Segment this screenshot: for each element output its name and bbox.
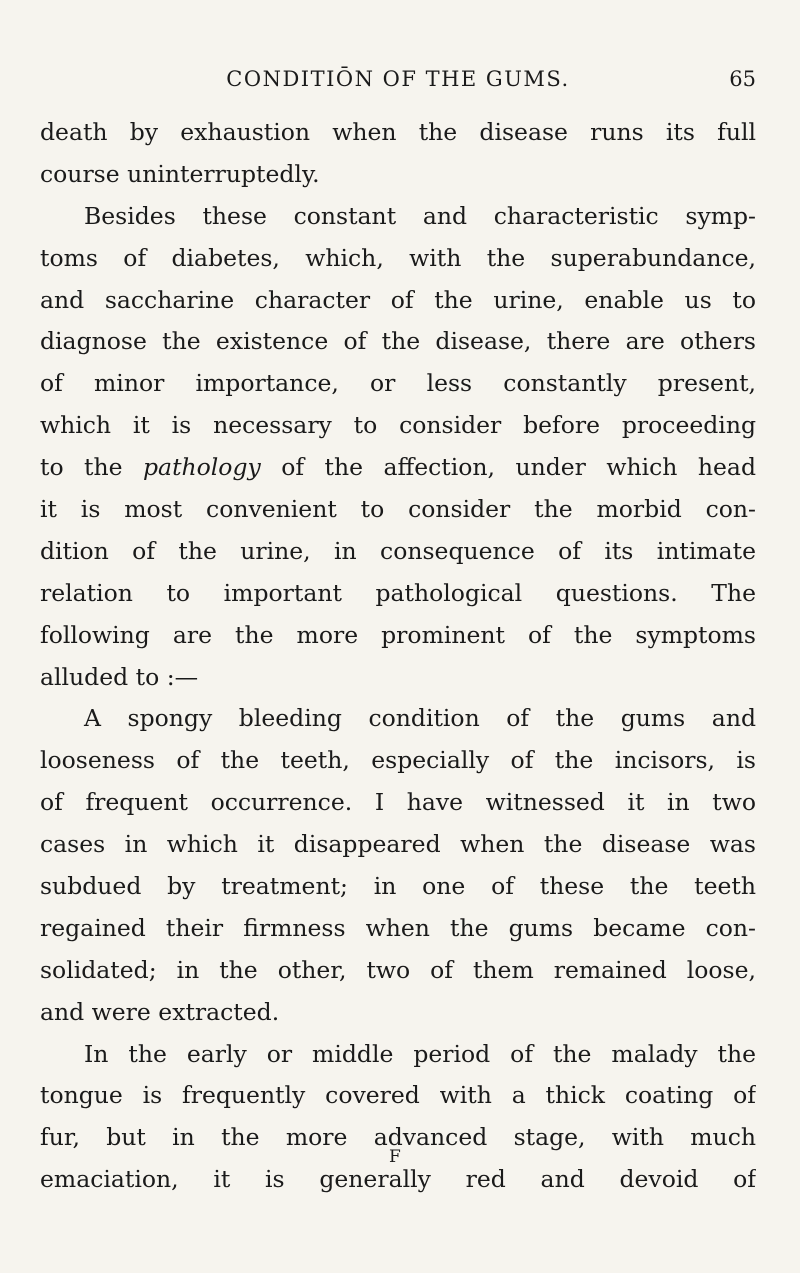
text-line: cases in which it disappeared when the disease was <box>40 830 756 859</box>
text-line: alluded to :— <box>40 662 199 691</box>
text-line: of minor importance, or less constantly present, <box>40 369 756 398</box>
page-number: 65 <box>729 67 756 91</box>
text-line: solidated; in the other, two of them remained loose, <box>40 955 756 984</box>
text-line: of frequent occurrence. I have witnessed it in two <box>40 788 756 817</box>
text-line: death by exhaustion when the disease runs its full <box>40 118 756 146</box>
text-line: subdued by treatment; in one of these the teeth <box>40 872 756 901</box>
text-line: and were extracted. <box>40 997 280 1026</box>
text-line: which it is necessary to consider before proceeding <box>40 411 756 440</box>
text-line: following are the more prominent of the symptoms <box>40 620 756 649</box>
body-text <box>40 112 756 1201</box>
text-line: tongue is frequently covered with a thick coating of <box>40 1081 756 1110</box>
text-line: A spongy bleeding condition of the gums and <box>84 704 756 733</box>
text-line: relation to important pathological questions. The <box>40 578 756 607</box>
text-line: it is most convenient to consider the morbid con- <box>40 495 756 524</box>
text-line: and saccharine character of the urine, enable us to <box>40 285 756 314</box>
text-line <box>40 447 756 489</box>
text-line: toms of diabetes, which, with the superabundance, <box>40 243 756 272</box>
text-line: fur, but in the more advanced stage, with much <box>40 1123 756 1152</box>
text-line: looseness of the teeth, especially of the incisors, is <box>40 746 756 775</box>
running-title: CONDITIŌN OF THE GUMS. <box>226 67 570 91</box>
text-line: regained their firmness when the gums became con- <box>40 913 756 942</box>
text-line: diagnose the existence of the disease, there are others <box>40 327 756 356</box>
running-head <box>40 62 756 96</box>
text-segment: of the affection, under which head <box>281 453 756 482</box>
text-line: course uninterruptedly. <box>40 159 320 188</box>
signature-mark: F <box>389 1147 401 1167</box>
text-line: In the early or middle period of the malady the <box>84 1039 756 1068</box>
text-line: dition of the urine, in consequence of its intimate <box>40 536 756 565</box>
italic-word: pathology <box>143 453 261 482</box>
text-line: emaciation, it is generally red and devoid of <box>40 1165 756 1194</box>
text-line: Besides these constant and characteristic symp- <box>84 201 756 230</box>
text-segment: to the <box>40 453 123 482</box>
